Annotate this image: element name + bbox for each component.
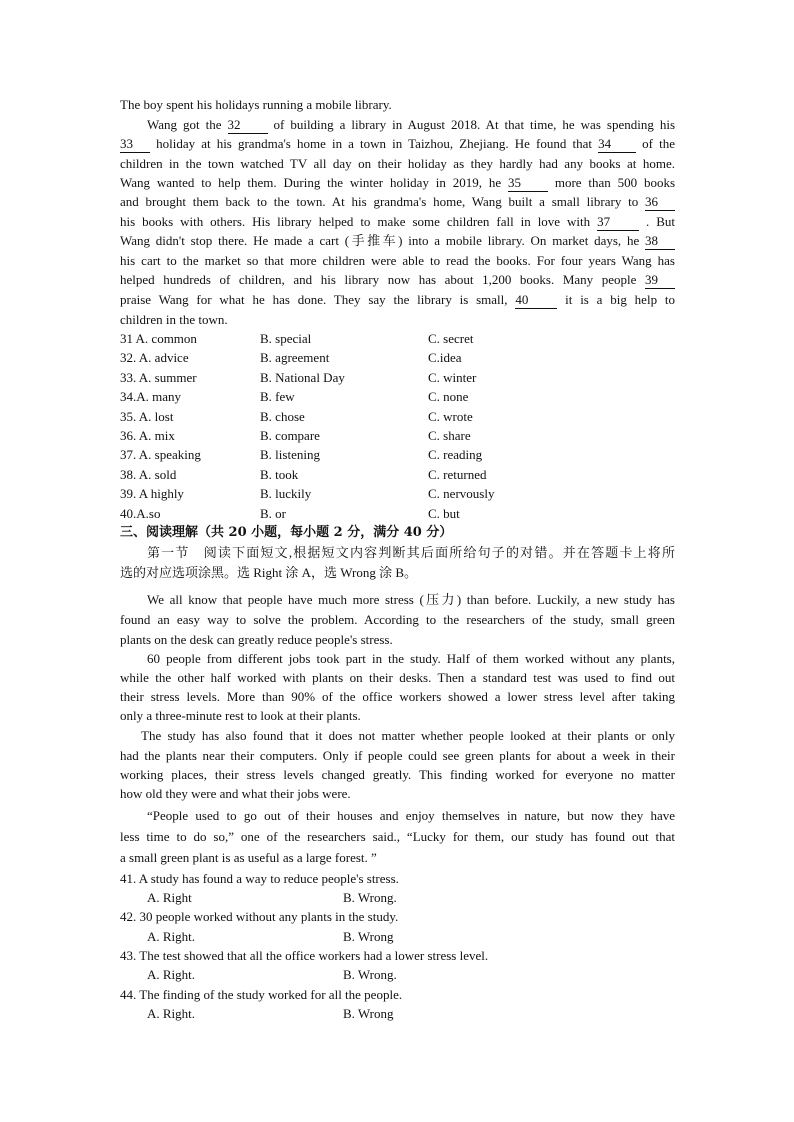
blank-35: 35 bbox=[508, 175, 548, 192]
passage-line bbox=[120, 231, 675, 250]
blank-36: 36 bbox=[645, 194, 675, 211]
passage-line: children in the town. bbox=[120, 312, 228, 327]
blank-37: 37 bbox=[597, 214, 639, 231]
blank-33: 33 bbox=[120, 136, 150, 153]
option-b: B. took bbox=[260, 467, 299, 482]
blank-40: 40 bbox=[515, 292, 557, 309]
option-c: C. none bbox=[428, 389, 469, 404]
reading-line: We all know that people have much more stress (压力) than before. Luckily, a new study has bbox=[147, 592, 675, 607]
text-span: . But bbox=[646, 214, 676, 229]
reading-line: “People used to go out of their houses and enjoy themselves in nature, but now they have bbox=[147, 808, 675, 823]
blank-38: 38 bbox=[645, 233, 675, 250]
option-a: 31 A. common bbox=[120, 331, 197, 346]
text-span: more than 500 books bbox=[554, 175, 676, 190]
passage-line bbox=[120, 212, 675, 231]
text-span: his books with others. His library helped to make some children fall in love with bbox=[120, 214, 591, 229]
text-span: Wang got the bbox=[147, 117, 222, 132]
option-a: 38. A. sold bbox=[120, 467, 177, 482]
reading-line: plants on the desk can greatly reduce people's stress. bbox=[120, 632, 393, 647]
option-a: 34.A. many bbox=[120, 389, 182, 404]
question-text: 41. A study has found a way to reduce people's stress. bbox=[120, 871, 399, 886]
instruction-line: 选的对应选项涂黑。选 Right 涂 A，选 Wrong 涂 B。 bbox=[120, 565, 418, 580]
option-b: B. or bbox=[260, 506, 286, 521]
option-b: B. listening bbox=[260, 447, 320, 462]
passage-title: The boy spent his holidays running a mobile library. bbox=[120, 97, 392, 112]
reading-line: how old they were and what their jobs were. bbox=[120, 786, 351, 801]
blank-39: 39 bbox=[645, 272, 675, 289]
section-heading: 三、阅读理解（共 20 小题，每小题 2 分，满分 40 分） bbox=[120, 525, 453, 540]
option-b: B. compare bbox=[260, 428, 320, 443]
question-text: 42. 30 people worked without any plants in the study. bbox=[120, 909, 399, 924]
answer-b: B. Wrong. bbox=[343, 890, 397, 905]
reading-line: working places, their stress levels changed greatly. This finding worked for everyone no matter bbox=[120, 767, 675, 782]
option-b: B. agreement bbox=[260, 350, 330, 365]
passage-line bbox=[147, 115, 675, 134]
answer-a: A. Right. bbox=[147, 929, 196, 944]
option-b: B. luckily bbox=[260, 486, 312, 501]
answer-b: B. Wrong bbox=[343, 929, 394, 944]
reading-line: found an easy way to solve the problem. According to the researchers of the study, small green bbox=[120, 612, 675, 627]
answer-a: A. Right. bbox=[147, 1006, 196, 1021]
answer-a: A. Right. bbox=[147, 967, 196, 982]
reading-line: had the plants near their computers. Only if people could see green plants for about a week in their bbox=[120, 748, 675, 763]
option-b: B. special bbox=[260, 331, 312, 346]
reading-line: while the other half worked with plants on their desks. Then a standard test was used to find out bbox=[120, 670, 675, 685]
reading-line: their stress levels. More than 90% of the office workers showed a lower stress level after taking bbox=[120, 689, 675, 704]
option-c: C. winter bbox=[428, 370, 477, 385]
instruction-line: 第一节 阅读下面短文,根据短文内容判断其后面所给句子的对错。并在答题卡上将所 bbox=[147, 545, 675, 560]
option-a: 39. A highly bbox=[120, 486, 184, 501]
option-c: C. returned bbox=[428, 467, 487, 482]
option-a: 35. A. lost bbox=[120, 409, 174, 424]
passage-line bbox=[120, 290, 675, 309]
reading-line: a small green plant is as useful as a large forest. ” bbox=[120, 850, 377, 865]
text-span: it is a big help to bbox=[565, 292, 675, 307]
passage-line: children in the town watched TV all day on their holiday as they hardly had any books at home. bbox=[120, 156, 675, 171]
option-b: B. chose bbox=[260, 409, 305, 424]
question-text: 43. The test showed that all the office workers had a lower stress level. bbox=[120, 948, 489, 963]
option-a: 32. A. advice bbox=[120, 350, 189, 365]
text-span: helped hundreds of children, and his library now has about 1,200 books. Many people bbox=[120, 272, 637, 287]
option-c: C. secret bbox=[428, 331, 474, 346]
text-span: holiday at his grandma's home in a town in Taizhou, Zhejiang. He found that bbox=[156, 136, 592, 151]
option-a: 40.A.so bbox=[120, 506, 161, 521]
passage-line bbox=[120, 270, 675, 289]
option-c: C.idea bbox=[428, 350, 462, 365]
reading-line: The study has also found that it does not matter whether people looked at their plants or only bbox=[141, 728, 675, 743]
reading-line: less time to do so,” one of the researchers said., “Lucky for them, our study has found out that bbox=[120, 829, 675, 844]
passage-line: his cart to the market so that more children were able to read the books. For four years Wang has bbox=[120, 253, 675, 268]
text-span: praise Wang for what he has done. They say the library is small, bbox=[120, 292, 508, 307]
text-span: Wang wanted to help them. During the winter holiday in 2019, he bbox=[120, 175, 502, 190]
option-c: C. nervously bbox=[428, 486, 495, 501]
option-a: 37. A. speaking bbox=[120, 447, 201, 462]
option-c: C. wrote bbox=[428, 409, 473, 424]
answer-b: B. Wrong. bbox=[343, 967, 397, 982]
text-span: of building a library in August 2018. At that time, he was spending his bbox=[273, 117, 675, 132]
text-span: of the bbox=[642, 136, 675, 151]
option-c: C. reading bbox=[428, 447, 483, 462]
answer-a: A. Right bbox=[147, 890, 192, 905]
blank-32: 32 bbox=[228, 117, 268, 134]
text-span: and brought them back to the town. At his grandma's home, Wang built a small library to bbox=[120, 194, 639, 209]
reading-line: 60 people from different jobs took part in the study. Half of them worked without any plants, bbox=[147, 651, 675, 666]
option-c: C. share bbox=[428, 428, 471, 443]
option-c: C. but bbox=[428, 506, 460, 521]
blank-34: 34 bbox=[598, 136, 636, 153]
reading-line: only a three-minute rest to look at their plants. bbox=[120, 708, 361, 723]
question-text: 44. The finding of the study worked for all the people. bbox=[120, 987, 403, 1002]
option-b: B. National Day bbox=[260, 370, 345, 385]
text-span: Wang didn't stop there. He made a cart (手推车) into a mobile library. On market days, he bbox=[120, 233, 640, 248]
option-a: 36. A. mix bbox=[120, 428, 175, 443]
option-b: B. few bbox=[260, 389, 295, 404]
passage-line bbox=[120, 134, 675, 153]
passage-line bbox=[120, 192, 675, 211]
answer-b: B. Wrong bbox=[343, 1006, 394, 1021]
option-a: 33. A. summer bbox=[120, 370, 197, 385]
passage-line bbox=[120, 173, 675, 192]
